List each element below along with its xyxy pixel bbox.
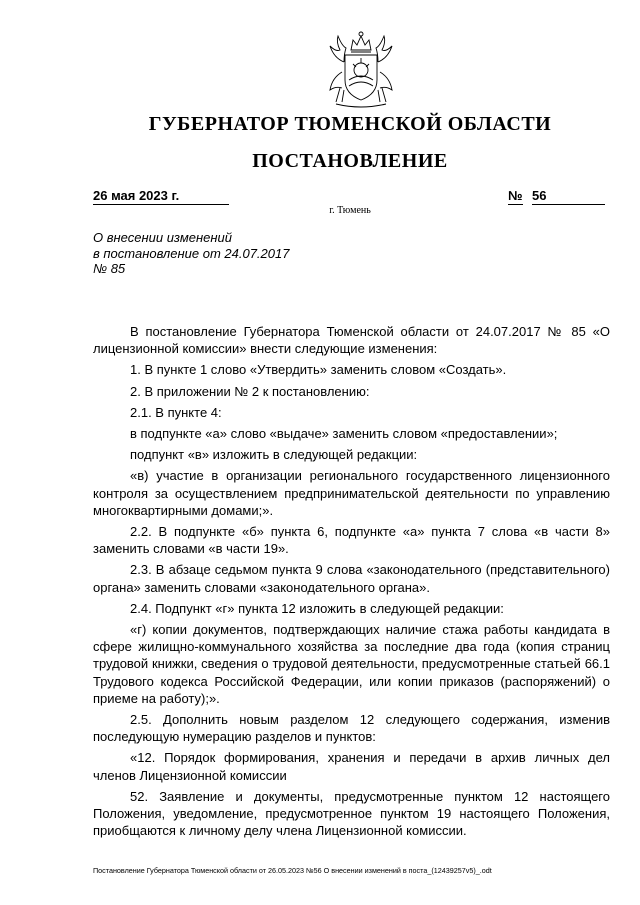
authority-title: ГУБЕРНАТОР ТЮМЕНСКОЙ ОБЛАСТИ: [148, 113, 552, 135]
document-number: 56: [532, 188, 605, 205]
document-footer: Постановление Губернатора Тюменской области от 26.05.2023 №56 О внесении изменений в поста_(12439257v5)_.odt: [93, 866, 492, 875]
document-date: 26 мая 2023 г.: [93, 188, 229, 205]
coat-of-arms-emblem: [316, 28, 406, 110]
document-number-label: №: [508, 188, 523, 203]
body-paragraph: подпункт «в» изложить в следующей редакции:: [130, 447, 418, 463]
body-paragraph: 2.4. Подпункт «г» пункта 12 изложить в следующей редакции:: [130, 600, 504, 616]
body-paragraph: в подпункте «а» слово «выдаче» заменить словом «предоставлении»;: [130, 426, 558, 442]
body-paragraph: 1. В пункте 1 слово «Утвердить» заменить словом «Создать».: [130, 362, 507, 378]
body-paragraph: 2.2. В подпункте «б» пункта 6, подпункте «а» пункта 7 слова «в части 8» заменить словами «в части 19».: [93, 524, 610, 557]
subject-line: № 85: [93, 261, 126, 276]
body-paragraph: «в) участие в организации регионального государственного лицензионного контроля за осуществлением предпринимательской деятельности по управлению многоквартирными домами;».: [93, 468, 610, 518]
subject-line: О внесении изменений: [93, 230, 232, 245]
body-paragraph: 2.1. В пункте 4:: [130, 404, 222, 420]
document-subject: [93, 230, 353, 277]
body-paragraph: «г) копии документов, подтверждающих наличие стажа работы кандидата в сфере жилищно-коммунального хозяйства за последние два года (копия страниц трудовой книжки, сведения о трудовой деятельности, предусмотренные статьей 66.1 Трудового кодекса Российской Федерации, или копии приказов (распоряжений) о приеме на работу);».: [93, 622, 610, 706]
body-paragraph: 2.3. В абзаце седьмом пункта 9 слова «законодательного (представительного) органа» заменить словами «законодательного органа».: [93, 562, 610, 595]
body-paragraph: В постановление Губернатора Тюменской области от 24.07.2017 № 85 «О лицензионной комиссии» внести следующие изменения:: [93, 324, 610, 357]
body-paragraph: 2. В приложении № 2 к постановлению:: [130, 383, 370, 399]
subject-line: в постановление от 24.07.2017: [93, 245, 290, 261]
body-paragraph: 2.5. Дополнить новым разделом 12 следующего содержания, изменив последующую нумерацию разделов и пунктов:: [93, 712, 610, 745]
document-body: [93, 323, 610, 839]
city-label: г. Тюмень: [329, 205, 371, 216]
document-type-title: ПОСТАНОВЛЕНИЕ: [252, 150, 448, 172]
body-paragraph: 52. Заявление и документы, предусмотренные пунктом 12 настоящего Положения, уведомление, предусмотренное пунктом 19 настоящего Положения, приобщаются к личному делу члена Лицензионной комиссии.: [93, 788, 610, 839]
body-paragraph: «12. Порядок формирования, хранения и передачи в архив личных дел членов Лицензионной комиссии: [93, 750, 610, 783]
